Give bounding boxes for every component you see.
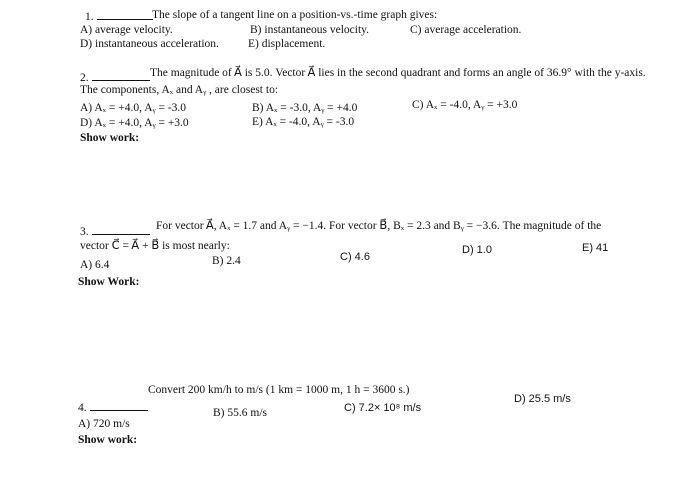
q1-option-b: B) instantaneous velocity.	[250, 24, 370, 36]
q1-stem: The slope of a tangent line on a position-vs.-time graph gives:	[152, 9, 438, 21]
q3-stem-line2: vector C⃗ = A⃗ + B⃗ is most nearly:	[80, 240, 230, 252]
q1-option-a: A) average velocity.	[80, 24, 173, 36]
q3-option-b: B) 2.4	[212, 255, 241, 267]
q2-option-e: E) Aₓ = -4.0, Aᵧ = -3.0	[252, 116, 355, 128]
q2-option-c: C) Aₓ = -4.0, Aᵧ = +3.0	[412, 99, 518, 111]
q2-show-work-label: Show work:	[80, 132, 140, 144]
q3-answer-blank[interactable]	[92, 224, 150, 235]
q2-option-d: D) Aₓ = +4.0, Aᵧ = +3.0	[80, 117, 189, 129]
q3-show-work-label: Show Work:	[78, 276, 140, 288]
q3-option-e: E) 41	[582, 242, 609, 254]
q4-number-line	[78, 400, 148, 415]
q2-option-b: B) Aₓ = -3.0, Aᵧ = +4.0	[252, 102, 358, 114]
q4-show-work-label: Show work:	[78, 434, 138, 446]
q2-answer-blank[interactable]	[92, 70, 150, 81]
q3-number-line	[80, 224, 150, 239]
q3-option-a: A) 6.4	[80, 259, 110, 271]
q3-option-c: C) 4.6	[340, 251, 370, 263]
q4-option-c: C) 7.2× 10⁸ m/s	[344, 402, 422, 414]
q4-answer-blank[interactable]	[90, 400, 148, 411]
q2-option-a: A) Aₓ = +4.0, Aᵧ = -3.0	[80, 102, 187, 114]
q3-option-d: D) 1.0	[462, 244, 492, 256]
q4-option-d: D) 25.5 m/s	[514, 393, 571, 405]
q4-option-b: B) 55.6 m/s	[213, 407, 267, 419]
q4-stem: Convert 200 km/h to m/s (1 km = 1000 m, 1 h = 3600 s.)	[148, 384, 410, 396]
q4-option-a: A) 720 m/s	[78, 418, 130, 430]
q2-stem-line2: The components, Aₓ and Aᵧ , are closest to:	[80, 84, 279, 96]
q1-answer-blank[interactable]	[97, 9, 153, 20]
q1-number: 1.	[85, 11, 94, 23]
q3-stem: For vector A⃗, Aₓ = 1.7 and Aᵧ = −1.4. For vector B⃗, Bₓ = 2.3 and Bᵧ = −3.6. The magnitude of the	[156, 220, 602, 232]
q1-option-e: E) displacement.	[248, 38, 326, 50]
q1-option-d: D) instantaneous acceleration.	[80, 38, 219, 50]
q1-option-c: C) average acceleration.	[410, 24, 522, 36]
q2-number: 2.	[80, 72, 89, 84]
q4-number: 4.	[78, 402, 87, 414]
q2-stem: The magnitude of A⃗ is 5.0. Vector A⃗ lies in the second quadrant and forms an angle of 36.9° with the y-axis.	[150, 67, 646, 79]
q3-number: 3.	[80, 226, 89, 238]
q1-number-line	[85, 9, 153, 24]
q2-number-line	[80, 70, 150, 85]
